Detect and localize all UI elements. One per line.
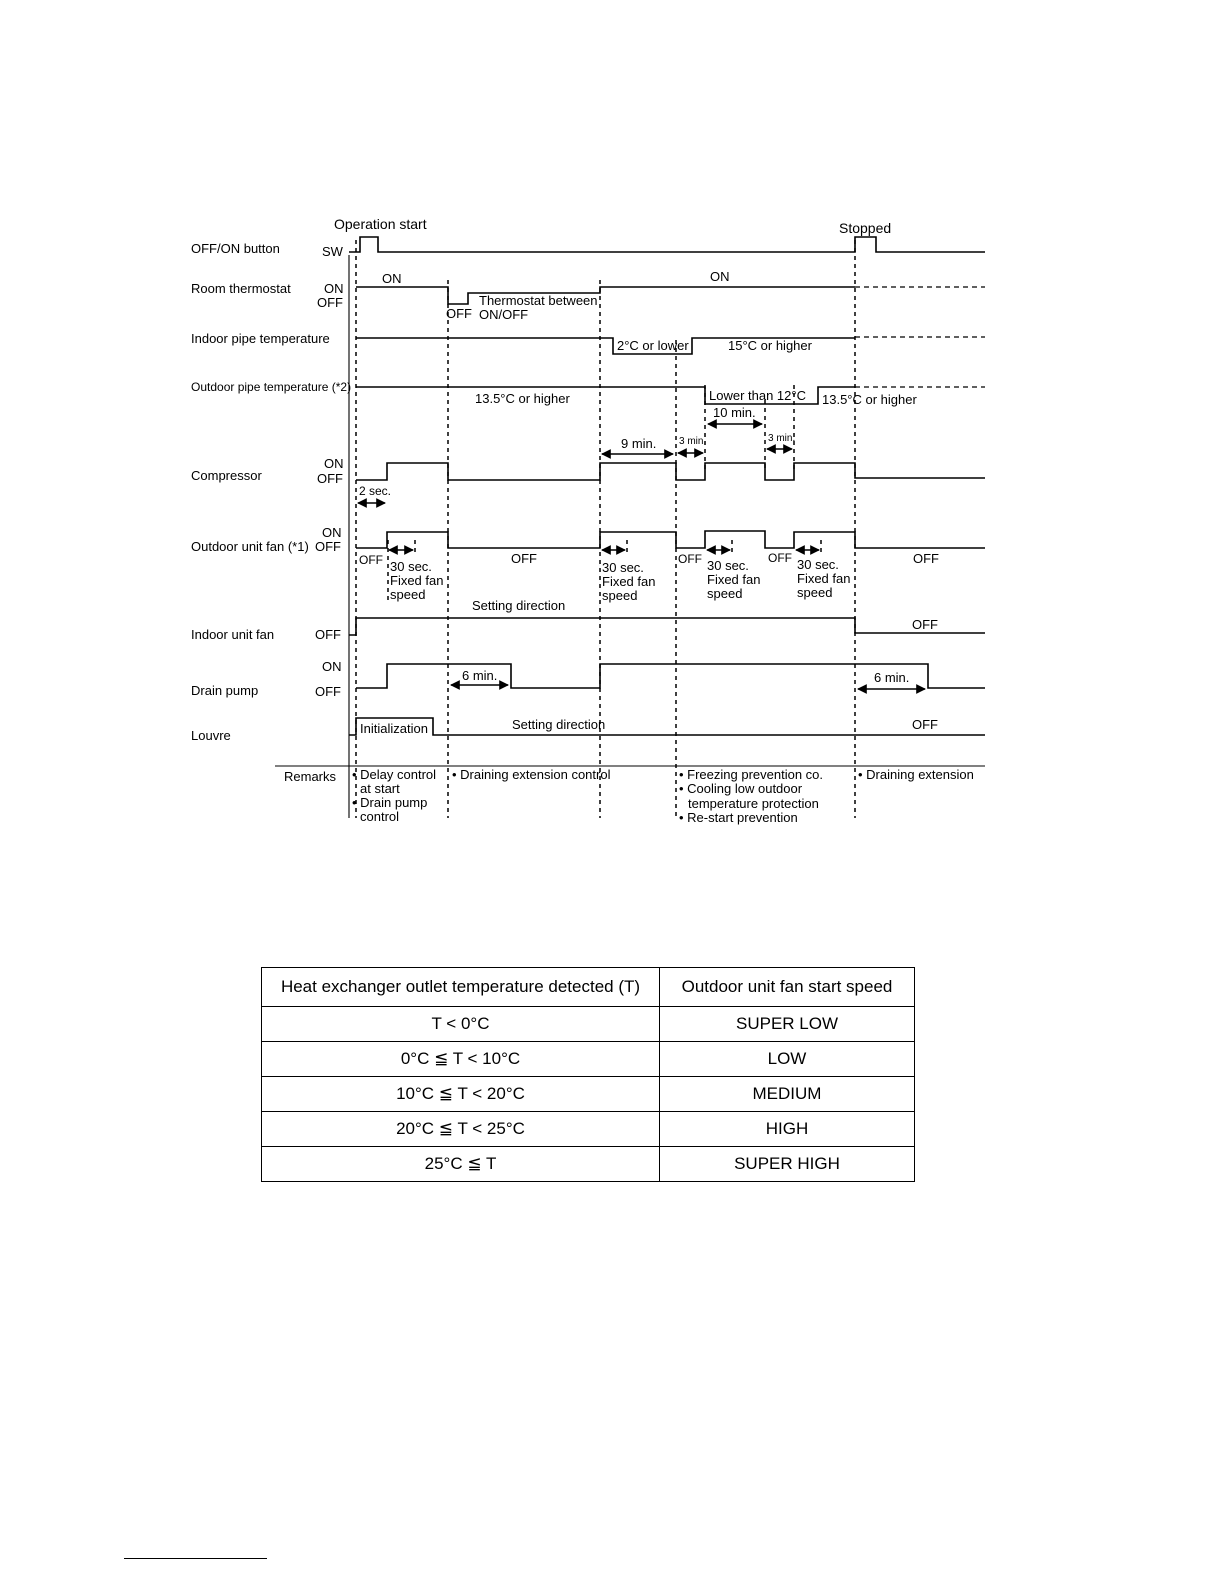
outdoor-fan-off: OFF: [315, 539, 341, 554]
table-row: [262, 1077, 915, 1112]
outdoor-fan-on: ON: [322, 525, 342, 540]
room-thermostat-note-2: ON/OFF: [479, 307, 529, 322]
table-header-row: [262, 968, 915, 1007]
indoor-fan-label: Indoor unit fan: [191, 627, 275, 642]
off-on-button-label: OFF/ON button: [191, 241, 280, 256]
fixed-fan-2-line2: Fixed fan: [602, 574, 656, 589]
room-thermostat-on-1: ON: [382, 271, 402, 286]
fixed-fan-4-line3: speed: [797, 585, 833, 600]
outdoor-fan-signal: [356, 531, 985, 548]
table-cell-speed: HIGH: [660, 1112, 915, 1147]
table-cell-speed: SUPER HIGH: [660, 1147, 915, 1182]
table-cell-temperature: 20°C ≦ T < 25°C: [262, 1112, 660, 1147]
fan-speed-table: [261, 967, 915, 1182]
compressor-label: Compressor: [191, 468, 262, 483]
remarks-col2-line1: • Draining extension control: [452, 767, 611, 782]
compressor-9min: 9 min.: [621, 436, 657, 451]
compressor-signal: [356, 463, 985, 480]
off-on-button-signal: [349, 237, 985, 252]
louvre-label: Louvre: [191, 728, 231, 743]
table-cell-temperature: T < 0°C: [262, 1007, 660, 1042]
drain-pump-6min-b: 6 min.: [874, 670, 910, 685]
drain-pump-off: OFF: [315, 684, 341, 699]
fixed-fan-4-line2: Fixed fan: [797, 571, 851, 586]
louvre-initialization: Initialization: [360, 721, 428, 736]
room-thermostat-label: Room thermostat: [191, 281, 291, 296]
room-thermostat-off: OFF: [317, 295, 343, 310]
fixed-fan-2-line1: 30 sec.: [602, 560, 644, 575]
fixed-fan-1-line3: speed: [390, 587, 426, 602]
outdoor-fan-off-5: OFF: [913, 551, 939, 566]
table-row: [262, 1112, 915, 1147]
room-thermostat-note-1: Thermostat between: [479, 293, 598, 308]
fixed-fan-3-line3: speed: [707, 586, 743, 601]
table-cell-speed: LOW: [660, 1042, 915, 1077]
fixed-fan-2-line3: speed: [602, 588, 638, 603]
outdoor-fan-off-4: OFF: [768, 551, 792, 565]
table-cell-speed: MEDIUM: [660, 1077, 915, 1112]
indoor-pipe-low: 2°C or lower: [617, 338, 689, 353]
room-thermostat-signal: [356, 287, 855, 304]
event-markers: [356, 240, 855, 818]
compressor-on: ON: [324, 456, 344, 471]
table-cell-speed: SUPER LOW: [660, 1007, 915, 1042]
indoor-fan-off: OFF: [315, 627, 341, 642]
table-header-temperature: Heat exchanger outlet temperature detected (T): [262, 968, 660, 1007]
off-on-button-sw: SW: [322, 244, 343, 259]
table-row: [262, 1147, 915, 1182]
fixed-fan-3-line1: 30 sec.: [707, 558, 749, 573]
table-header-speed: Outdoor unit fan start speed: [660, 968, 915, 1007]
remarks-label: Remarks: [284, 769, 337, 784]
drain-pump-on: ON: [322, 659, 342, 674]
compressor-3min-b: 3 min.: [768, 433, 796, 444]
table-cell-temperature: 25°C ≦ T: [262, 1147, 660, 1182]
remarks-col3-line2: • Cooling low outdoor: [679, 781, 803, 796]
indoor-pipe-high: 15°C or higher: [728, 338, 812, 353]
remarks-col3-line1: • Freezing prevention co.: [679, 767, 824, 782]
stopped-label: Stopped: [839, 220, 892, 236]
operation-start-label: Operation start: [334, 216, 427, 232]
outdoor-fan-off-1: OFF: [359, 553, 383, 567]
outdoor-fan-off-3: OFF: [678, 552, 702, 566]
drain-pump-label: Drain pump: [191, 683, 259, 698]
outdoor-fan-label: Outdoor unit fan (*1): [191, 539, 309, 554]
outdoor-fan-off-2: OFF: [511, 551, 537, 566]
outdoor-pipe-high-2: 13.5°C or higher: [822, 392, 917, 407]
fixed-fan-3-line2: Fixed fan: [707, 572, 761, 587]
footnote-separator: [124, 1558, 267, 1559]
drain-pump-6min-a: 6 min.: [462, 668, 498, 683]
compressor-2sec: 2 sec.: [359, 484, 392, 498]
table-row: [262, 1042, 915, 1077]
room-thermostat-on: ON: [324, 281, 344, 296]
compressor-3min-a: 3 min.: [679, 436, 707, 447]
outdoor-pipe-label: Outdoor pipe temperature (*2): [191, 380, 352, 394]
remarks-col1-line2: at start: [360, 781, 400, 796]
indoor-pipe-label: Indoor pipe temperature: [191, 331, 330, 346]
room-thermostat-off-mark: OFF: [446, 306, 472, 321]
remarks-col4-line1: • Draining extension: [858, 767, 974, 782]
remarks-col1-line1: • Delay control: [352, 767, 437, 782]
fixed-fan-4-line1: 30 sec.: [797, 557, 839, 572]
louvre-setting-direction: Setting direction: [512, 717, 606, 732]
table-row: [262, 1007, 915, 1042]
remarks-col1-line4: control: [360, 809, 400, 824]
remarks-col1-line3: • Drain pump: [352, 795, 428, 810]
indoor-fan-signal: [349, 618, 985, 635]
indoor-fan-setting-direction: Setting direction: [472, 598, 566, 613]
table-cell-temperature: 10°C ≦ T < 20°C: [262, 1077, 660, 1112]
indoor-fan-off-end: OFF: [912, 617, 938, 632]
louvre-signal: [349, 718, 985, 735]
compressor-off: OFF: [317, 471, 343, 486]
fixed-fan-1-line2: Fixed fan: [390, 573, 444, 588]
room-thermostat-on-2: ON: [710, 269, 730, 284]
outdoor-pipe-low: Lower than 12°C: [709, 388, 806, 403]
remarks-col3-line3: temperature protection: [688, 796, 819, 811]
outdoor-pipe-10min: 10 min.: [713, 405, 756, 420]
remarks-col3-line4: • Re-start prevention: [679, 810, 798, 825]
table-cell-temperature: 0°C ≦ T < 10°C: [262, 1042, 660, 1077]
outdoor-pipe-high-1: 13.5°C or higher: [475, 391, 570, 406]
louvre-off-end: OFF: [912, 717, 938, 732]
fixed-fan-1-line1: 30 sec.: [390, 559, 432, 574]
